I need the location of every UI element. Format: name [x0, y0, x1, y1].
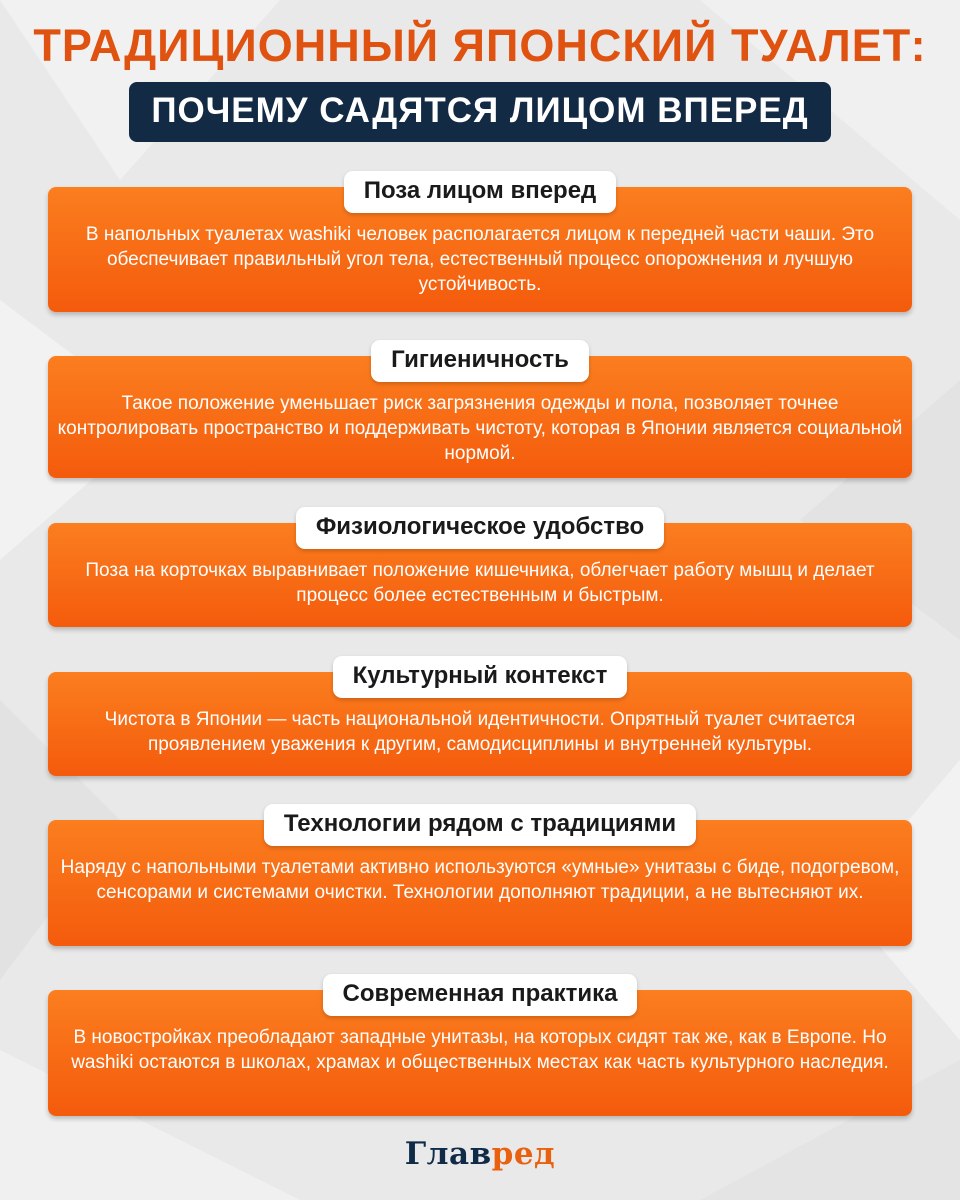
card-text: Поза на корточках выравнивает положение кишечника, облегчает работу мышц и делает процесс более естественным и быстрым. [85, 560, 875, 606]
card-text: Наряду с напольными туалетами активно используются «умные» унитазы с биде, подогревом, сенсорами и системами очистки. Технологии дополняют традиции, а не вытесняют их. [60, 857, 900, 903]
card-technology [48, 810, 912, 946]
card-text: Такое положение уменьшает риск загрязнения одежды и пола, позволяет точнее контролировать пространство и поддерживать чистоту, которая в Японии является социальной нормой. [57, 393, 903, 464]
card-heading: Культурный контекст [333, 656, 628, 698]
card-physiology [48, 513, 912, 627]
card-face-forward [48, 177, 912, 312]
page-title: ТРАДИЦИОННЫЙ ЯПОНСКИЙ ТУАЛЕТ: [33, 20, 927, 71]
card-text: В напольных туалетах washiki человек располагается лицом к передней части чаши. Это обеспечивает правильный угол тела, естественный процесс опорожнения и лучшую устойчивость. [85, 224, 875, 295]
card-hygiene [48, 346, 912, 478]
card-modern-practice [48, 980, 912, 1116]
card-culture [48, 662, 912, 776]
card-heading: Современная практика [323, 974, 638, 1016]
page-subtitle: ПОЧЕМУ САДЯТСЯ ЛИЦОМ ВПЕРЕД [129, 82, 830, 142]
card-heading: Физиологическое удобство [296, 507, 664, 549]
card-heading: Поза лицом вперед [344, 171, 617, 213]
card-heading: Технологии рядом с традициями [264, 804, 696, 846]
card-heading: Гигиеничность [371, 340, 589, 382]
logo-part-1: Глав [404, 1136, 492, 1172]
brand-logo [0, 1136, 960, 1172]
card-text: В новостройках преобладают западные унитазы, на которых сидят так же, как в Европе. Но washiki остаются в школах, храмах и общественных местах как часть культурного наследия. [71, 1027, 889, 1073]
card-text: Чистота в Японии — часть национальной идентичности. Опрятный туалет считается проявлением уважения к другим, самодисциплины и внутренней культуры. [104, 709, 856, 755]
logo-part-2: ред [491, 1136, 556, 1172]
